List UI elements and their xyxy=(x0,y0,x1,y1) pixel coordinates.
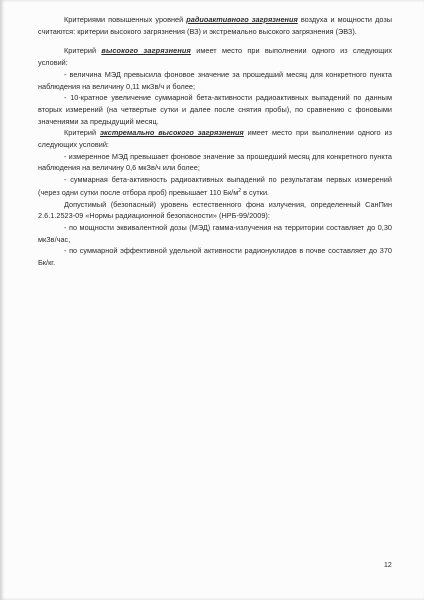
text-segment: Критерий xyxy=(64,46,102,56)
emphasized-term: экстремально высокого загрязнения xyxy=(99,128,244,138)
list-item-med-011: - величина МЭД превысила фоновое значение за прошедший месяц для конкретного пункта наблюдения на величину 0,11 мкЗв/ч и более; xyxy=(38,69,392,91)
text-segment: имеет место при выполнении одного из следующих условий: xyxy=(38,46,392,68)
paragraph-permissible-level: Допустимый (безопасный) уровень естественного фона излучения, определенный СанПин 2.6.1.2523-09 «Нормы радиационной безопасности» (НРБ-99/2009): xyxy=(38,199,392,221)
superscript: 2 xyxy=(238,187,242,194)
paragraph-criteria-intro xyxy=(38,14,392,37)
text-segment: в сутки. xyxy=(241,187,270,197)
page-number: 12 xyxy=(384,562,392,569)
text-segment: Критерий xyxy=(64,128,100,138)
text-segment: - суммарная бета-активность радиоактивных выпадений по результатам первых измерений (через одни сутки после отбора проб) превышает 110 Бк/м xyxy=(38,175,392,197)
paragraph-extreme-pollution xyxy=(38,127,392,150)
text-segment: воздуха и мощности дозы считаются: критерии высокого загрязнения (ВЗ) и экстремально высокого загрязнения (ЭВЗ). xyxy=(38,15,392,36)
list-item-beta-110 xyxy=(38,174,392,198)
list-item-soil-activity: - по суммарной эффективной удельной активности радионуклидов в почве составляет до 370 Бк/кг. xyxy=(38,246,392,268)
emphasized-term: радиоактивного загрязнения xyxy=(186,15,298,24)
list-item-med-06: - измеренное МЭД превышает фоновое значение за прошедший месяц для конкретного пункта наблюдения на величину 0,6 мкЗв/ч или более; xyxy=(38,151,392,173)
emphasized-term: высокого загрязнения xyxy=(101,46,191,56)
document-body xyxy=(38,14,392,269)
text-segment: имеет место при выполнении одного из следующих условий: xyxy=(38,128,393,150)
list-item-dose-rate: - по мощности эквивалентной дозы (МЭД) гамма-излучения на территории составляет до 0,30 мкЗв/час, xyxy=(38,222,392,244)
paragraph-high-pollution xyxy=(38,45,392,68)
list-item-beta-10x: - 10-кратное увеличение суммарной бета-активности радиоактивных выпадений по данным вторых измерений (на четвертые сутки и далее после снятия пробы), по сравнению с фоновыми значениями за предыдущий месяц. xyxy=(38,93,392,126)
text-segment: Критериями повышенных уровней xyxy=(64,15,187,24)
